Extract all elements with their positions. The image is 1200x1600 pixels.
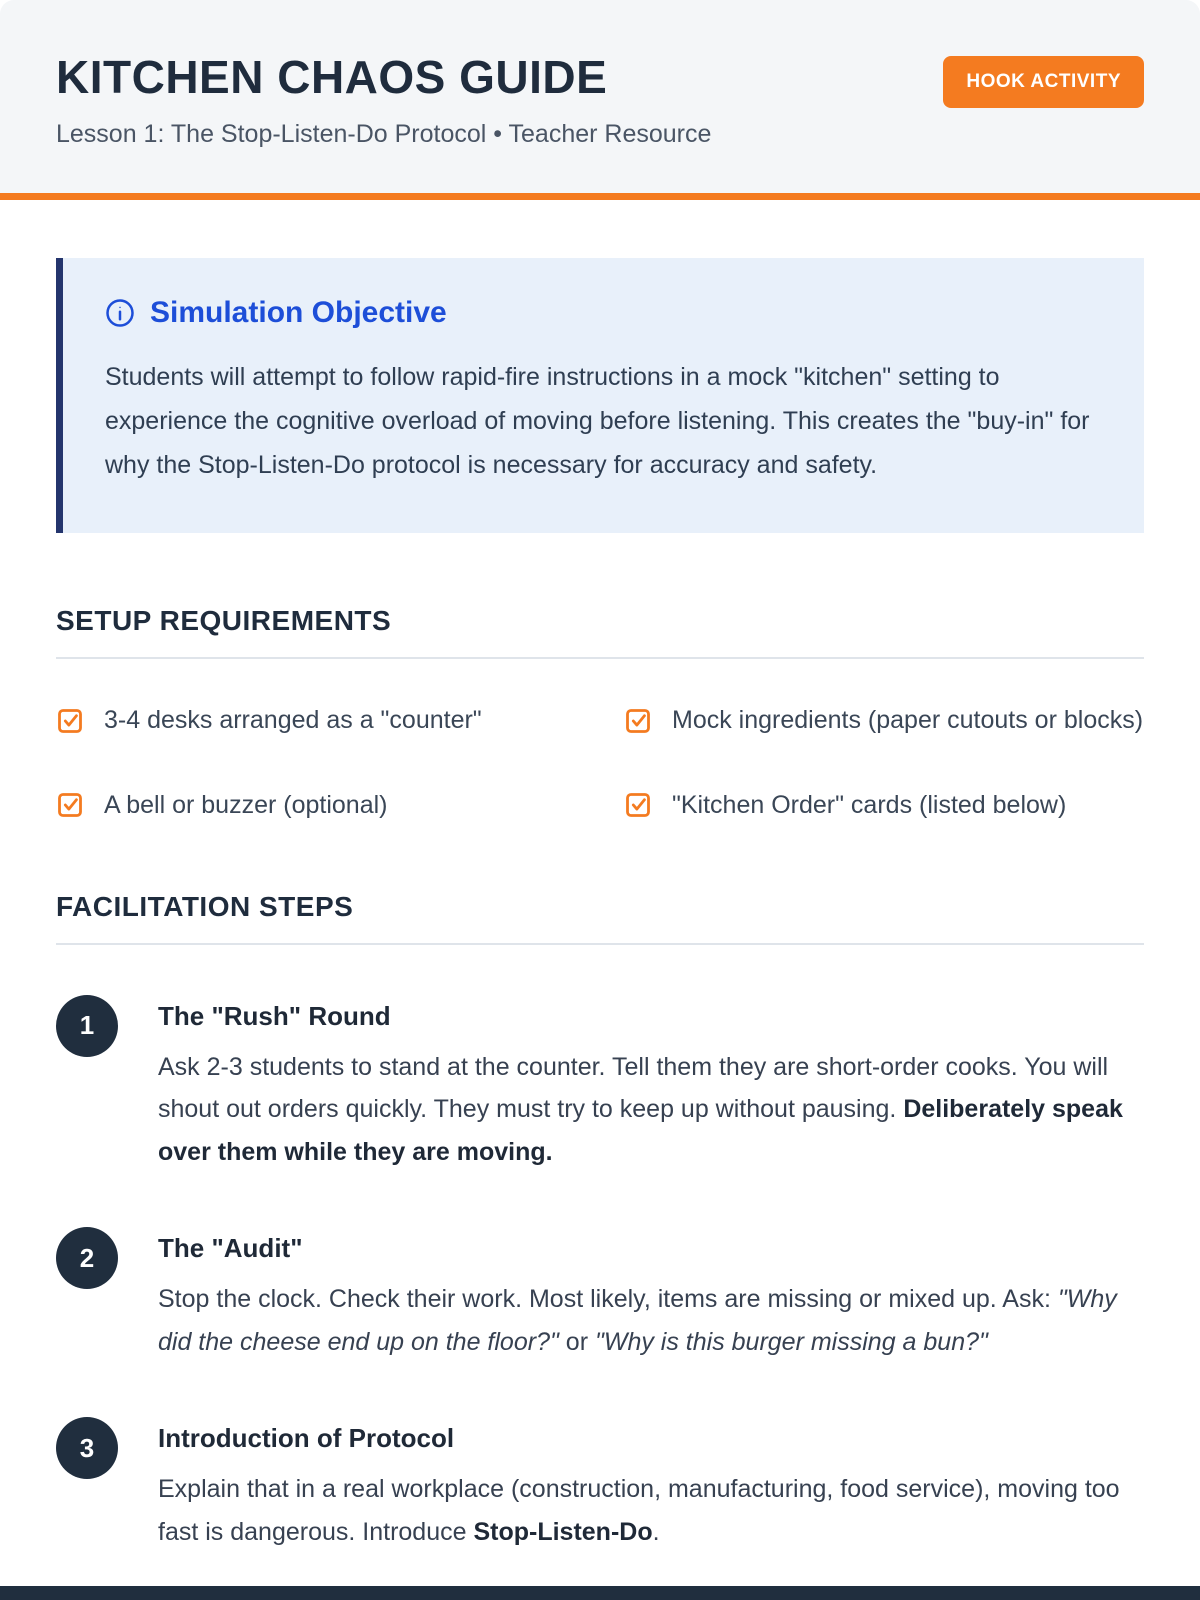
facilitation-heading: FACILITATION STEPS — [56, 890, 354, 922]
page-subtitle: Lesson 1: The Stop-Listen-Do Protocol • Teacher Resource — [56, 120, 712, 148]
step-body-quote: "Why is this burger missing a bun?" — [594, 1327, 988, 1356]
step-content — [158, 995, 1138, 1174]
list-item — [56, 786, 576, 825]
info-icon — [105, 298, 135, 328]
objective-title-row — [105, 296, 1098, 330]
step-content — [158, 1227, 1138, 1363]
list-item — [56, 701, 576, 740]
step-body-text: . — [652, 1517, 660, 1546]
facilitation-divider — [56, 943, 1144, 945]
step-body — [158, 1468, 1138, 1553]
setup-heading: SETUP REQUIREMENTS — [56, 605, 392, 637]
footer-bar — [0, 1586, 1200, 1600]
step-body — [158, 1046, 1138, 1174]
step-body-quote: "Why did the cheese end up on the floor?" — [158, 1285, 1117, 1356]
checkbox-icon — [56, 707, 84, 735]
setup-divider — [56, 657, 1144, 659]
facilitation-steps — [56, 995, 1144, 1554]
setup-checklist — [56, 701, 1144, 825]
check-item-label: "Kitchen Order" cards (listed below) — [672, 791, 1067, 819]
objective-body: Students will attempt to follow rapid-fire instructions in a mock "kitchen" setting to experience the cognitive overload of moving before listening. This creates the "buy-in" for why the Stop-Listen-Do protocol is necessary for accuracy and safety. — [105, 363, 1090, 479]
step-content — [158, 1417, 1138, 1553]
step-body-bold: Deliberately speak over them while they are moving. — [158, 1095, 1123, 1166]
step-body — [158, 1278, 1138, 1363]
step-body-text: or — [558, 1327, 595, 1356]
checkbox-icon — [624, 707, 652, 735]
step-body-text: Ask 2-3 students to stand at the counter. Tell them they are short-order cooks. You will shout out orders quickly. They must try to keep up without pausing. — [158, 1052, 1109, 1124]
step-title: Introduction of Protocol — [158, 1423, 455, 1454]
step-body-text: Stop the clock. Check their work. Most likely, items are missing or mixed up. Ask: — [158, 1285, 1058, 1314]
step-1 — [56, 995, 1144, 1174]
facilitation-section — [56, 891, 1144, 1554]
check-item-label: A bell or buzzer (optional) — [104, 791, 388, 819]
page-title: KITCHEN CHAOS GUIDE — [56, 51, 608, 103]
objective-title: Simulation Objective — [150, 296, 447, 329]
list-item — [624, 786, 1144, 825]
list-item — [624, 701, 1144, 740]
accent-divider — [0, 193, 1200, 200]
main-content — [0, 258, 1200, 1553]
page-header — [0, 0, 1200, 193]
step-3 — [56, 1417, 1144, 1553]
checkbox-icon — [56, 791, 84, 819]
check-item-label: 3-4 desks arranged as a "counter" — [104, 706, 482, 735]
setup-section — [56, 605, 1144, 825]
objective-callout — [56, 258, 1144, 533]
step-number-badge: 2 — [56, 1227, 118, 1289]
step-2 — [56, 1227, 1144, 1363]
step-number-badge: 1 — [56, 995, 118, 1057]
hook-activity-badge: HOOK ACTIVITY — [943, 56, 1144, 108]
step-number-badge: 3 — [56, 1417, 118, 1479]
step-body-bold: Stop-Listen-Do — [473, 1517, 653, 1546]
step-title: The "Rush" Round — [158, 1000, 391, 1031]
check-item-label: Mock ingredients (paper cutouts or blocks) — [672, 706, 1144, 735]
step-title: The "Audit" — [158, 1233, 303, 1264]
checkbox-icon — [624, 791, 652, 819]
step-body-text: Explain that in a real workplace (construction, manufacturing, food service), moving too fast is dangerous. Introduce — [158, 1475, 1120, 1546]
